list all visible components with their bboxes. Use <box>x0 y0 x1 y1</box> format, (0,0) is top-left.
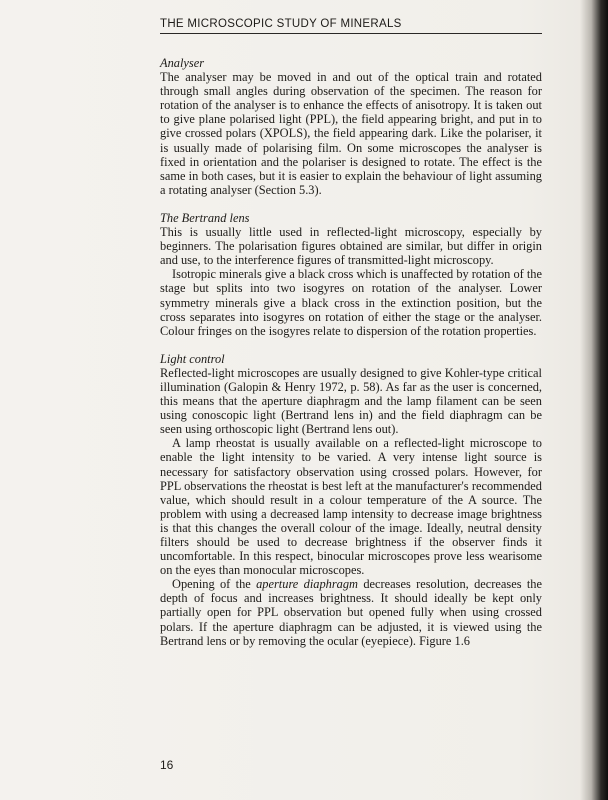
paragraph-text: decreases resolution, decreases the depth of focus and increases brightness. It should ideally be kept only partially open for PPL observation but opened fully when using crossed polars. If the aperture diaphragm can be adjusted, it is viewed using the Bertrand lens or by removing the ocular (eyepiece). Figure 1.6 <box>160 577 542 648</box>
paragraph: The analyser may be moved in and out of the optical train and rotated through small angles during observation of the specimen. The reason for rotation of the analyser is to enhance the effects of anisotropy. It is taken out to give plane polarised light (PPL), the field appearing bright, and put in to give crossed polars (XPOLS), the field appearing dark. Like the polariser, it is usually made of polarising film. On some microscopes the analyser is fixed in orientation and the polariser is designed to rotate. The effect is the same in both cases, but it is easier to explain the behaviour of light assuming a rotating analyser (Section 5.3). <box>160 70 542 197</box>
running-head: THE MICROSCOPIC STUDY OF MINERALS <box>160 18 542 34</box>
paragraph: This is usually little used in reflected-light microscopy, especially by beginners. The polarisation figures obtained are similar, but differ in origin and use, to the interference figures of transmitted-light microscopy. <box>160 225 542 268</box>
paragraph: Reflected-light microscopes are usually designed to give Kohler-type critical illumination (Galopin & Henry 1972, p. 58). As far as the user is concerned, this means that the aperture diaphragm and the lamp filament can be seen using conoscopic light (Bertrand lens in) and the field diaphragm can be seen using orthoscopic light (Bertrand lens out). <box>160 365 542 437</box>
paragraph-text: Opening of the <box>172 577 257 592</box>
italic-term: aperture diaphragm <box>256 577 359 592</box>
paragraph-aperture-diaphragm <box>160 577 542 647</box>
section-heading-light-control: Light control <box>160 351 225 366</box>
paragraph: A lamp rheostat is usually available on a reflected-light microscope to enable the light intensity to be varied. A very intense light source is necessary for satisfactory observation using crossed polars. However, for PPL observations the rheostat is best left at the manufacturer's recommended value, which should result in a colour temperature of the A source. The problem with using a decreased lamp intensity to decrease image brightness is that this changes the overall colour of the image. Ideally, neutral density filters should be used to decrease brightness if the observer finds it uncomfortable. In this respect, binocular microscopes prove less wearisome on the eyes than monocular microscopes. <box>160 436 542 578</box>
paragraph: Isotropic minerals give a black cross which is unaffected by rotation of the stage but splits into two isogyres on rotation of the analyser. Lower symmetry minerals give a black cross in the extinction position, but the cross separates into isogyres on rotation of either the stage or the analyser. Colour fringes on the isogyres relate to dispersion of the rotation properties. <box>160 267 543 338</box>
page-edge-shadow <box>580 0 608 800</box>
section-heading-bertrand-lens: The Bertrand lens <box>160 210 250 225</box>
body-text <box>160 56 542 648</box>
section-heading-analyser: Analyser <box>160 56 205 70</box>
page-number: 16 <box>160 758 174 772</box>
